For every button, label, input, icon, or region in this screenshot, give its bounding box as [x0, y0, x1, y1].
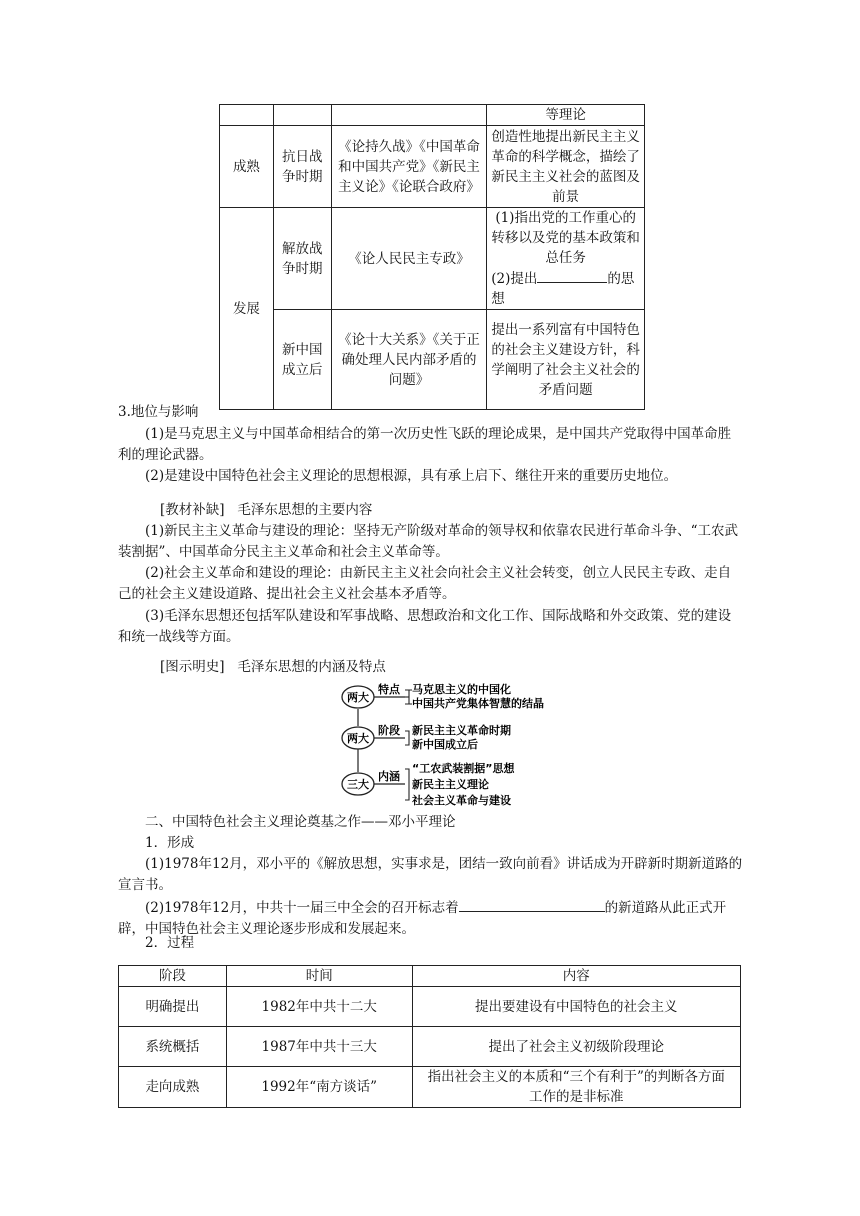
table-row: 走向成熟 1992年“南方谈话” 指出社会主义的本质和“三个有利于”的判断各方面工作的是非标准	[119, 1067, 741, 1108]
section3-title: 3.地位与影响	[118, 404, 199, 420]
supplement-heading	[160, 500, 745, 521]
works-mature: 《论持久战》《中国革命和中国共产党》《新民主主义论》《论联合政府》	[331, 126, 487, 208]
svg-text:三大: 三大	[347, 778, 369, 791]
content-newchina: 提出一系列富有中国特色的社会主义建设方针，科学阐明了社会主义社会的矛盾问题	[487, 310, 645, 410]
svg-text:两大: 两大	[347, 732, 369, 745]
section3-p1: (1)是马克思主义与中国革命相结合的第一次历史性飞跃的理论成果，是中国共产党取得中国革命胜利的理论武器。	[118, 426, 732, 463]
stage-mature: 成熟	[220, 126, 274, 208]
table-row: 系统概括 1987年中共十三大 提出了社会主义初级阶段理论	[119, 1027, 741, 1067]
mao-thought-table	[219, 104, 645, 410]
svg-text:新中国成立后: 新中国成立后	[412, 738, 478, 751]
table-row: 明确提出 1982年中共十二大 提出要建设有中国特色的社会主义	[119, 987, 741, 1027]
diagram-tag: [图示明史]	[160, 659, 225, 675]
header-content: 内容	[412, 966, 740, 987]
svg-text:新民主主义革命时期: 新民主主义革命时期	[412, 724, 511, 737]
supplement-p1: (1)新民主主义革命与建设的理论：坚持无产阶级对革命的领导权和依靠农民进行革命斗争、“工农武装割据”、中国革命分民主主义革命和社会主义革命等。	[118, 523, 739, 560]
supplement-title: 毛泽东思想的主要内容	[237, 502, 373, 518]
supplement-tag: [教材补缺]	[160, 502, 225, 518]
period-liberation: 解放战争时期	[273, 208, 331, 310]
section2-heading: 二、中国特色社会主义理论奠基之作——邓小平理论	[145, 814, 456, 830]
section2-sub1: 1．形成	[145, 835, 195, 851]
header-stage: 阶段	[119, 966, 227, 987]
section2-p1: (1)1978年12月，邓小平的《解放思想，实事求是，团结一致向前看》讲话成为开辟新时期新道路的宣言书。	[118, 856, 743, 893]
diagram-node-1	[342, 682, 544, 710]
stage-develop: 发展	[220, 208, 274, 410]
cell-equal-theory: 等理论	[487, 105, 645, 126]
svg-text:马克思主义的中国化: 马克思主义的中国化	[412, 683, 511, 696]
mao-thought-diagram	[330, 676, 570, 814]
deng-theory-table	[118, 965, 741, 1108]
fill-blank	[459, 897, 605, 912]
svg-text:社会主义革命与建设: 社会主义革命与建设	[412, 794, 511, 807]
svg-text:特点: 特点	[378, 683, 400, 696]
svg-text:中国共产党集体智慧的结晶: 中国共产党集体智慧的结晶	[412, 697, 544, 710]
supplement-p3: (3)毛泽东思想还包括军队建设和军事战略、思想政治和文化工作、国际战略和外交政策、党的建设和统一战线等方面。	[118, 608, 732, 645]
svg-text:两大: 两大	[347, 691, 369, 704]
section3-p2: (2)是建设中国特色社会主义理论的思想根源，具有承上启下、继往开来的重要历史地位。	[145, 468, 678, 484]
diagram-heading	[160, 657, 745, 678]
period-anti-japanese: 抗日战争时期	[273, 126, 331, 208]
diagram-node-2	[342, 723, 511, 751]
supplement-p2: (2)社会主义革命和建设的理论：由新民主主义社会向社会主义社会转变，创立人民民主专政、走自己的社会主义建设道路、提出社会主义社会基本矛盾等。	[118, 565, 732, 602]
content-mature: 创造性地提出新民主主义革命的科学概念，描绘了新民主主义社会的蓝图及前景	[487, 126, 645, 208]
svg-text:阶段: 阶段	[378, 724, 400, 737]
diagram-node-3	[342, 761, 515, 807]
content-liberation: (1)指出党的工作重心的转移以及党的基本政策和总任务 (2)提出 的思想	[487, 208, 645, 310]
svg-text:新民主主义理论: 新民主主义理论	[412, 778, 489, 791]
works-liberation: 《论人民民主专政》	[331, 208, 487, 310]
svg-text:“工农武装割据”思想: “工农武装割据”思想	[412, 762, 515, 775]
section2-sub2: 2．过程	[145, 935, 195, 951]
period-newchina: 新中国成立后	[273, 310, 331, 410]
section2-p2: (2)1978年12月，中共十一届三中全会的召开标志着 的新道路从此正式开辟，中国特色社会主义理论逐步形成和发展起来。	[118, 897, 743, 940]
works-newchina: 《论十大关系》《关于正确处理人民内部矛盾的问题》	[331, 310, 487, 410]
header-time: 时间	[226, 966, 412, 987]
diagram-title: 毛泽东思想的内涵及特点	[237, 659, 386, 675]
fill-blank	[537, 268, 607, 283]
svg-text:内涵: 内涵	[378, 770, 400, 783]
